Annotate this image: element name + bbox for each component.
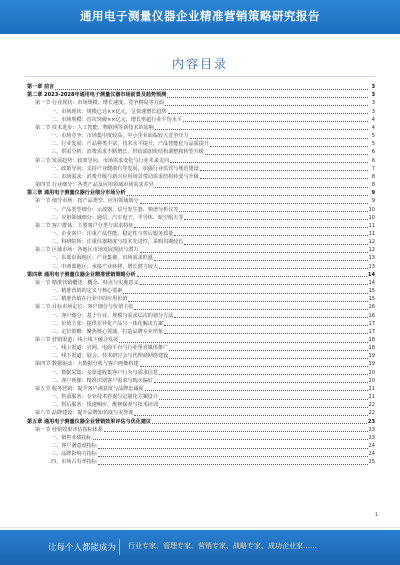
- toc-subsection-entry[interactable]: [27, 442, 375, 450]
- toc-page-number: 10: [368, 206, 375, 213]
- toc-subsection-entry[interactable]: [27, 295, 375, 303]
- toc-leader-dots: [159, 268, 368, 269]
- toc-page-number: 15: [368, 288, 375, 295]
- toc-subsection-entry[interactable]: [27, 311, 375, 319]
- toc-leader-dots: [55, 89, 368, 90]
- toc-entry-text: 第三节 区域市场：各地区市场发展现状与潜力: [35, 247, 139, 254]
- toc-page-number: 16: [368, 312, 375, 319]
- toc-leader-dots: [123, 293, 367, 294]
- toc-page-number: 3: [371, 92, 375, 99]
- toc-entry-text: 二、售后服务：快速响应、维修保养与技术培训: [51, 402, 158, 409]
- toc-leader-dots: [128, 301, 367, 302]
- toc-entry-text: 二、科研院所：注重仪器精度与技术先进性，采购周期较长: [51, 239, 184, 246]
- toc-entry-text: 二、中西部地区：承接产业转移，增长潜力较大: [51, 263, 158, 270]
- footer-tagline: 行业专家、管理专家、营销专家、战略专家、成功企业家……: [128, 542, 317, 550]
- toc-page-number: 24: [368, 443, 375, 450]
- toc-page-number: 24: [368, 451, 375, 458]
- toc-leader-dots: [159, 407, 368, 408]
- toc-section-entry[interactable]: [27, 156, 375, 164]
- toc-entry-text: 二、市场规模：首次突破××亿元，增长率超行业平均水平: [51, 116, 182, 123]
- toc-page-number: 20: [368, 377, 375, 384]
- toc-entry-text: 二、客户满意度指标: [51, 443, 97, 450]
- toc-subsection-entry[interactable]: [27, 450, 375, 458]
- toc-leader-dots: [137, 276, 367, 277]
- toc-page-number: 17: [368, 320, 375, 327]
- toc-entry-text: 二、线下渠道：展会、技术研讨会与代理商网络建设: [51, 353, 169, 360]
- toc-entry-text: 三、品牌影响力指标: [51, 451, 97, 458]
- toc-section-entry[interactable]: [27, 124, 375, 132]
- toc-entry-text: 第二节 客户群体：主要客户分类与需求特征: [35, 222, 134, 229]
- toc-page-number: 9: [371, 190, 375, 197]
- toc-page-number: 10: [368, 214, 375, 221]
- toc-leader-dots: [174, 317, 367, 318]
- toc-subsection-entry[interactable]: [27, 377, 375, 385]
- toc-page-number: 17: [368, 328, 375, 335]
- toc-subsection-entry[interactable]: [27, 458, 375, 466]
- toc-page-number: 3: [371, 84, 375, 91]
- toc-subsection-entry[interactable]: [27, 368, 375, 376]
- toc-section-entry[interactable]: [27, 222, 375, 230]
- toc-subsection-entry[interactable]: [27, 230, 375, 238]
- table-of-contents: [27, 83, 375, 466]
- toc-page-number: 18: [368, 337, 375, 343]
- toc-leader-dots: [164, 325, 367, 326]
- toc-page-number: 23: [368, 434, 375, 441]
- toc-leader-dots: [134, 309, 367, 310]
- toc-chapter-entry[interactable]: [27, 271, 375, 279]
- toc-section-entry[interactable]: [27, 197, 375, 205]
- toc-leader-dots: [93, 439, 368, 440]
- toc-page-number: 19: [368, 353, 375, 360]
- toc-leader-dots: [98, 456, 368, 457]
- toc-subsection-entry[interactable]: [27, 140, 375, 148]
- toc-entry-text: 第二节 技术进步：人工智能、物联网等新技术的影响: [35, 124, 154, 131]
- toc-leader-dots: [140, 203, 369, 204]
- toc-leader-dots: [200, 178, 368, 179]
- toc-section-entry[interactable]: [27, 409, 375, 417]
- toc-leader-dots: [165, 105, 368, 106]
- toc-subsection-entry[interactable]: [27, 401, 375, 409]
- toc-leader-dots: [134, 415, 367, 416]
- toc-page-number: 7: [371, 165, 375, 172]
- toc-subsection-entry[interactable]: [27, 434, 375, 442]
- toc-subsection-entry[interactable]: [27, 254, 375, 262]
- footer-separator: [119, 539, 120, 555]
- toc-page-number: 12: [368, 247, 375, 254]
- toc-leader-dots: [168, 113, 368, 114]
- toc-page-number: 9: [371, 198, 375, 205]
- toc-subsection-entry[interactable]: [27, 262, 375, 270]
- toc-leader-dots: [169, 350, 367, 351]
- toc-leader-dots: [159, 374, 368, 375]
- toc-page-number: 5: [371, 141, 375, 148]
- toc-subsection-entry[interactable]: [27, 238, 375, 246]
- toc-entry-text: 一、销售业绩指标: [51, 434, 92, 441]
- toc-page-number: 14: [367, 271, 375, 278]
- toc-entry-text: 一、企业客户：注重产品性能、稳定性与售后服务质量: [51, 230, 174, 237]
- toc-page-number: 18: [368, 345, 375, 352]
- toc-entry-text: 一、售前服务：专业技术咨询与定制化方案设计: [51, 394, 158, 401]
- footer-banner: [0, 530, 400, 565]
- toc-entry-text: 二、应用领域细分：通信、汽车电子、半导体、航空航天等: [51, 214, 184, 221]
- toc-entry-text: 二、精准营销在行业中的应用价值: [51, 296, 128, 303]
- toc-page-number: 13: [368, 263, 375, 270]
- toc-page-number: 3: [371, 108, 375, 115]
- toc-chapter-entry[interactable]: [27, 417, 375, 425]
- toc-entry-text: 第六节 品牌建设：提升品牌知名度与美誉度: [35, 410, 134, 417]
- toc-page-number: 12: [368, 239, 375, 246]
- toc-page-number: 16: [368, 304, 375, 311]
- toc-entry-text: 一、数据采集：多渠道收集客户行为与需求信息: [51, 369, 158, 376]
- toc-page-number: 13: [368, 255, 375, 262]
- toc-leader-dots: [200, 170, 368, 171]
- toc-leader-dots: [134, 227, 367, 228]
- toc-subsection-entry[interactable]: [27, 148, 375, 156]
- toc-page-number: 20: [368, 369, 375, 376]
- toc-page-number: 8: [371, 182, 375, 189]
- toc-page-number: 8: [371, 173, 375, 180]
- toc-page-number: 6: [371, 157, 375, 164]
- toc-page-number: 6: [371, 149, 375, 156]
- toc-entry-text: 一、精准营销的定义与核心要素: [51, 288, 123, 295]
- toc-page-number: 3: [371, 100, 375, 107]
- toc-leader-dots: [155, 129, 368, 130]
- toc-entry-text: 第四章 通用电子测量仪器企业精准营销策略分析: [27, 271, 136, 278]
- toc-page-number: 14: [368, 279, 375, 286]
- footer-divider: [0, 527, 400, 528]
- toc-page-number: 19: [368, 361, 375, 368]
- toc-leader-dots: [169, 358, 367, 359]
- toc-page-number: 15: [368, 296, 375, 303]
- toc-leader-dots: [159, 399, 368, 400]
- toc-subsection-entry[interactable]: [27, 173, 375, 181]
- toc-leader-dots: [155, 187, 368, 188]
- toc-leader-dots: [98, 464, 368, 465]
- toc-section-entry[interactable]: [27, 360, 375, 368]
- toc-leader-dots: [184, 244, 367, 245]
- toc-entry-text: 一、市场竞争：市场集中度较高，中小企业面临较大竞争压力: [51, 133, 189, 140]
- toc-entry-text: 一、政策导向：支持产业健康有序发展，加强行业监管与规范建设: [51, 165, 199, 172]
- toc-entry-text: 第五节 服务营销：提升客户满意度与品牌忠诚度: [35, 385, 144, 392]
- toc-leader-dots: [184, 219, 367, 220]
- toc-section-entry[interactable]: [27, 99, 375, 107]
- toc-entry-text: 三、供需分析：消费需求不断增长，供给端加快结构调整和转型升级: [51, 149, 204, 156]
- toc-leader-dots: [154, 382, 368, 383]
- toc-entry-text: 第三章 通用电子测量仪器行业细分市场分析: [27, 190, 126, 197]
- toc-section-entry[interactable]: [27, 181, 375, 189]
- toc-page-number: 21: [368, 385, 375, 392]
- toc-divider: [24, 76, 376, 77]
- toc-chapter-entry[interactable]: [27, 189, 375, 197]
- toc-page-number: 11: [368, 222, 375, 229]
- report-title: 通用电子测量仪器企业精准营销策略研究报告: [80, 9, 320, 23]
- toc-entry-text: 二、行业发展：产品种类丰富，技术水平提升，产品智能化与品质提升: [51, 141, 209, 148]
- toc-entry-text: 第一节 行业现状：市场规模、增长速度、竞争格局等方面: [35, 100, 164, 107]
- page-number: 1: [374, 512, 378, 518]
- toc-leader-dots: [210, 146, 368, 147]
- toc-entry-text: 二、价值主张：提供差异化产品与一体化解决方案: [51, 320, 164, 327]
- toc-page-number: 22: [368, 402, 375, 409]
- toc-subsection-entry[interactable]: [27, 393, 375, 401]
- toc-chapter-entry[interactable]: [27, 91, 375, 99]
- toc-leader-dots: [119, 342, 367, 343]
- toc-entry-text: 二、客户画像：精准识别客户需求与购买偏好: [51, 377, 153, 384]
- toc-entry-text: 一、线上渠道：官网、电商平台与行业垂直媒体推广: [51, 345, 169, 352]
- toc-leader-dots: [140, 252, 368, 253]
- toc-entry-text: 第一节 细分市场：按产品类型、应用领域划分: [35, 198, 139, 205]
- toc-leader-dots: [152, 423, 367, 424]
- toc-entry-text: 第三节 发展趋势：政策导向、市场需求变化与行业未来走向: [35, 157, 170, 164]
- toc-entry-text: 第一章 前言: [27, 84, 55, 91]
- toc-subsection-entry[interactable]: [27, 132, 375, 140]
- toc-leader-dots: [170, 162, 368, 163]
- toc-subsection-entry[interactable]: [27, 116, 375, 124]
- toc-leader-dots: [183, 121, 368, 122]
- toc-section-entry[interactable]: [27, 279, 375, 287]
- toc-page-number: 11: [368, 230, 375, 237]
- toc-entry-text: 第三节 营销渠道：线上线下融合发展: [35, 337, 119, 343]
- footer-slogan: 让每个人都能成为: [48, 543, 117, 553]
- toc-leader-dots: [164, 333, 367, 334]
- toc-leader-dots: [140, 284, 368, 285]
- toc-leader-dots: [127, 195, 368, 196]
- toc-leader-dots: [167, 97, 368, 98]
- toc-section-entry[interactable]: [27, 336, 375, 344]
- toc-leader-dots: [190, 138, 368, 139]
- toc-leader-dots: [104, 431, 368, 432]
- toc-entry-text: 第二节 目标市场定位：客户细分与价值主张: [35, 304, 134, 311]
- toc-subsection-entry[interactable]: [27, 344, 375, 352]
- toc-section-entry[interactable]: [27, 246, 375, 254]
- toc-entry-text: 第四节 行业细分：各类产品及应用领域市场需求差异: [35, 182, 154, 189]
- toc-page-number: 4: [371, 116, 375, 123]
- toc-entry-text: 一、东部沿海地区：产业集聚，市场需求旺盛: [51, 255, 153, 262]
- toc-page-number: 22: [368, 410, 375, 417]
- toc-leader-dots: [98, 448, 368, 449]
- toc-section-entry[interactable]: [27, 426, 375, 434]
- toc-subsection-entry[interactable]: [27, 320, 375, 328]
- toc-leader-dots: [140, 366, 368, 367]
- toc-subsection-entry[interactable]: [27, 205, 375, 213]
- toc-entry-text: 第一节 精准营销概述：概念、特点与实施意义: [35, 279, 139, 286]
- toc-page-number: 23: [368, 426, 375, 433]
- toc-entry-text: 第二章 2023-2028年通用电子测量仪器市场前景及趋势预测: [27, 92, 167, 99]
- toc-leader-dots: [154, 260, 368, 261]
- toc-page-number: 4: [371, 124, 375, 131]
- toc-leader-dots: [205, 154, 368, 155]
- toc-page-number: 21: [368, 394, 375, 401]
- toc-entry-text: 第四节 数据驱动：大数据分析与客户画像构建: [35, 361, 139, 368]
- toc-subsection-entry[interactable]: [27, 214, 375, 222]
- toc-entry-text: 四、市场占有率指标: [51, 459, 97, 466]
- toc-page-number: 23: [367, 418, 375, 425]
- toc-subsection-entry[interactable]: [27, 165, 375, 173]
- toc-entry-text: 二、市场需求：消费升级与新兴应用场景带动需求结构转变与升级: [51, 173, 199, 180]
- toc-entry-text: 一、产品类型细分：示波器、信号发生器、频谱分析仪等: [51, 206, 179, 213]
- toc-page-number: 5: [371, 133, 375, 140]
- toc-section-entry[interactable]: [27, 303, 375, 311]
- toc-leader-dots: [145, 390, 368, 391]
- toc-subsection-entry[interactable]: [27, 107, 375, 115]
- toc-subsection-entry[interactable]: [27, 287, 375, 295]
- toc-entry-text: 第一节 营销效果评估指标体系: [35, 426, 103, 433]
- toc-heading: 内容目录: [171, 57, 228, 71]
- toc-entry-text: 三、定位策略：聚焦核心领域，打造品牌专业形象: [51, 328, 164, 335]
- toc-entry-text: 第五章 通用电子测量仪器企业营销效果评估与优化建议: [27, 418, 152, 425]
- toc-page-number: 25: [368, 459, 375, 466]
- toc-leader-dots: [174, 235, 367, 236]
- toc-entry-text: 一、客户细分：基于行业、规模与需求层次的划分方法: [51, 312, 174, 319]
- toc-subsection-entry[interactable]: [27, 328, 375, 336]
- toc-section-entry[interactable]: [27, 385, 375, 393]
- toc-subsection-entry[interactable]: [27, 352, 375, 360]
- toc-chapter-entry[interactable]: [27, 83, 375, 91]
- toc-entry-text: 一、市场现状：规模已达××亿元，呈快速增长趋势: [51, 108, 167, 115]
- toc-leader-dots: [179, 211, 367, 212]
- header-banner: [0, 0, 400, 34]
